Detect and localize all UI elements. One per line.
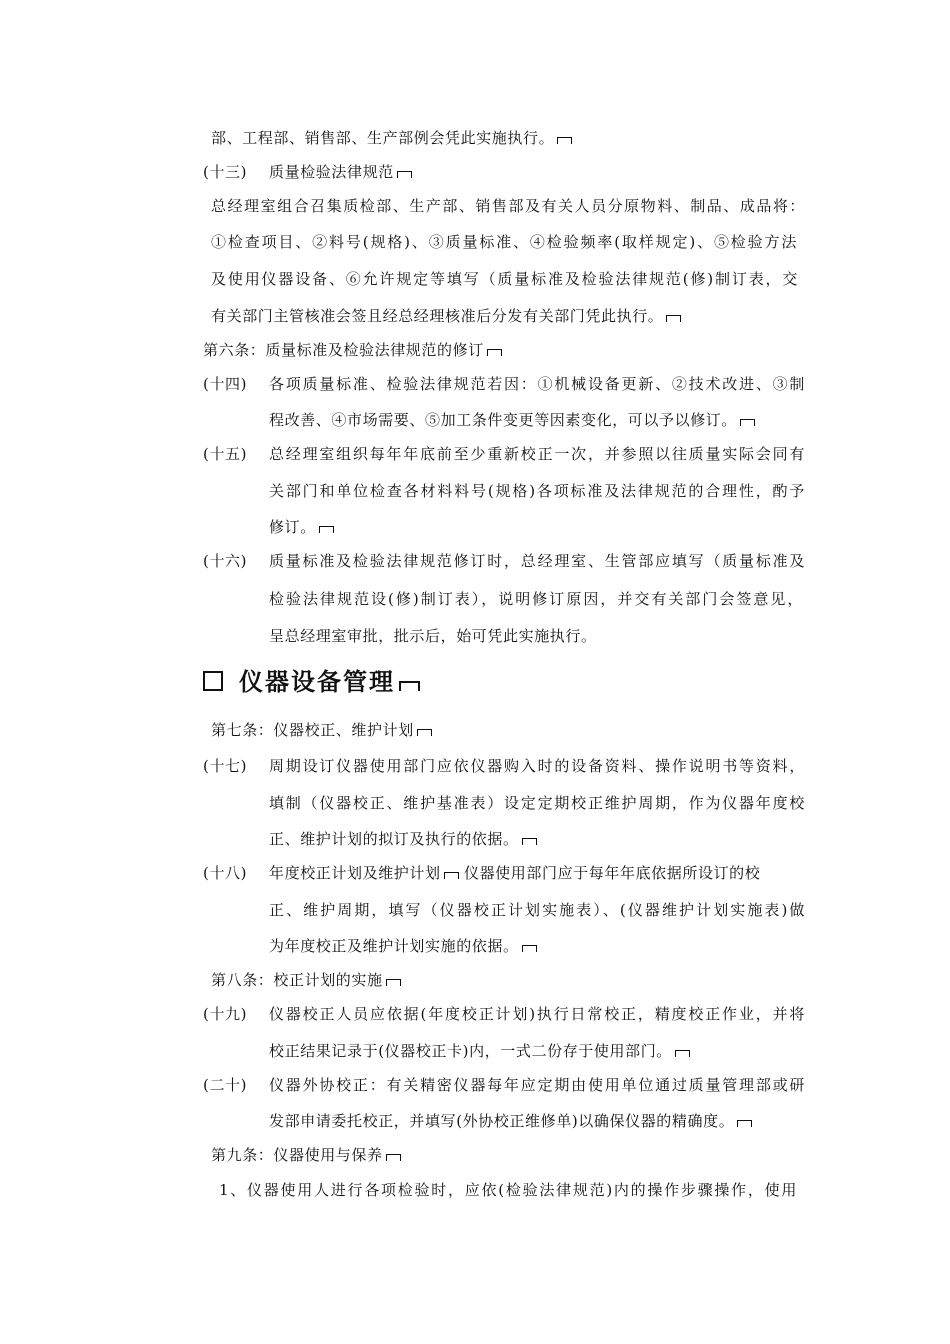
- paragraph-line: ①检查项目、②料号(规格)、③质量标准、④检验频率(取样规定)、⑤检验方法: [211, 233, 797, 251]
- line-text: 为年度校正及维护计划实施的依据。: [269, 937, 519, 955]
- paragraph-mark-icon: [737, 1120, 752, 1127]
- paragraph-mark-icon: [386, 1154, 401, 1161]
- clause-number: (二十): [203, 1076, 248, 1094]
- clause-number: (十六): [203, 552, 248, 570]
- paragraph-line: [269, 829, 537, 849]
- line-text: 仪器使用部门应于每年年底依据所设订的校: [463, 864, 761, 882]
- clause-number: (十四): [203, 375, 248, 393]
- clause-number: (十八): [203, 864, 248, 882]
- paragraph-line: 总经理室组合召集质检部、生产部、销售部及有关人员分原物料、制品、成品将：: [211, 197, 805, 215]
- paragraph-mark-icon: [319, 526, 334, 533]
- paragraph-mark-icon: [740, 419, 755, 426]
- paragraph-mark-icon: [666, 315, 681, 322]
- paragraph-line: 呈总经理室审批，批示后，始可凭此实施执行。: [269, 627, 597, 645]
- line-text: 第九条：仪器使用与保养: [211, 1146, 383, 1164]
- section-heading: [203, 666, 420, 698]
- paragraph-line: [269, 1111, 752, 1131]
- paragraph-mark-icon: [444, 872, 459, 879]
- paragraph-line: 仪器外协校正：有关精密仪器每年应定期由使用单位通过质量管理部或研: [269, 1076, 805, 1094]
- line-text: 程改善、④市场需要、⑤加工条件变更等因素变化，可以予以修订。: [269, 411, 738, 429]
- line-text: 校正结果记录于(仪器校正卡)内，一式二份存于使用部门。: [269, 1042, 672, 1060]
- paragraph-mark-icon: [417, 729, 432, 736]
- paragraph-line: [269, 1041, 690, 1061]
- clause-number: (十七): [203, 757, 248, 775]
- line-text: 有关部门主管核准会签且经总经理核准后分发有关部门凭此执行。: [211, 307, 664, 325]
- paragraph-line: 关部门和单位检查各材料料号(规格)各项标准及法律规范的合理性，酌予: [269, 482, 805, 500]
- checkbox-square-icon: [203, 671, 223, 691]
- paragraph-mark-icon: [399, 681, 420, 691]
- paragraph-line: [269, 517, 334, 537]
- paragraph-mark-icon: [522, 838, 537, 845]
- paragraph-line: [211, 128, 572, 148]
- section-heading-text: 仪器设备管理: [239, 667, 395, 696]
- line-text: 质量检验法律规范: [269, 163, 394, 181]
- line-text: 发部申请委托校正，并填写(外协校正维修单)以确保仪器的精确度。: [269, 1112, 735, 1130]
- line-text: 第八条：校正计划的实施: [211, 971, 383, 989]
- paragraph-line: 填制（仪器校正、维护基准表）设定定期校正维护周期，作为仪器年度校: [269, 794, 805, 812]
- paragraph-line: [269, 936, 537, 956]
- paragraph-mark-icon: [386, 979, 401, 986]
- article-heading: [211, 1145, 401, 1165]
- paragraph-line: 各项质量标准、检验法律规范若因：①机械设备更新、②技术改进、③制: [269, 375, 805, 393]
- paragraph-mark-icon: [487, 349, 502, 356]
- line-text: 第六条：质量标准及检验法律规范的修订: [203, 341, 484, 359]
- paragraph-line: 周期设订仪器使用部门应依仪器购入时的设备资料、操作说明书等资料，: [269, 757, 805, 775]
- paragraph-line: 总经理室组织每年年底前至少重新校正一次，并参照以往质量实际会同有: [269, 445, 805, 463]
- clause-number: (十三): [203, 163, 248, 181]
- line-text: 修订。: [269, 518, 316, 536]
- clause-title: [269, 162, 412, 182]
- line-text: 正、维护计划的拟订及执行的依据。: [269, 830, 519, 848]
- paragraph-mark-icon: [675, 1050, 690, 1057]
- article-heading: [203, 340, 502, 360]
- clause-number: (十五): [203, 445, 248, 463]
- paragraph-line: [269, 863, 760, 883]
- paragraph-line: 仪器校正人员应依据(年度校正计划)执行日常校正，精度校正作业，并将: [269, 1005, 805, 1023]
- paragraph-line: [269, 410, 755, 430]
- paragraph-line: 及使用仪器设备、⑥允许规定等填写（质量标准及检验法律规范(修)制订表，交: [211, 270, 798, 288]
- line-text: 部、工程部、销售部、生产部例会凭此实施执行。: [211, 129, 555, 147]
- paragraph-line: 质量标准及检验法律规范修订时，总经理室、生管部应填写（质量标准及: [269, 552, 805, 570]
- paragraph-mark-icon: [522, 945, 537, 952]
- article-heading: [211, 720, 432, 740]
- line-text: 第七条：仪器校正、维护计划: [211, 721, 414, 739]
- clause-number: (十九): [203, 1005, 248, 1023]
- paragraph-line: 正、维护周期，填写（仪器校正计划实施表）、(仪器维护计划实施表)做: [269, 901, 805, 919]
- paragraph-line: [211, 306, 681, 326]
- article-heading: [211, 970, 401, 990]
- paragraph-mark-icon: [397, 171, 412, 178]
- paragraph-mark-icon: [557, 137, 572, 144]
- paragraph-line: 检验法律规范设(修)制订表），说明修订原因，并交有关部门会签意见，: [269, 590, 803, 608]
- line-text: 年度校正计划及维护计划: [269, 864, 441, 882]
- paragraph-line: 1、仪器使用人进行各项检验时，应依(检验法律规范)内的操作步骤操作，使用: [219, 1181, 797, 1199]
